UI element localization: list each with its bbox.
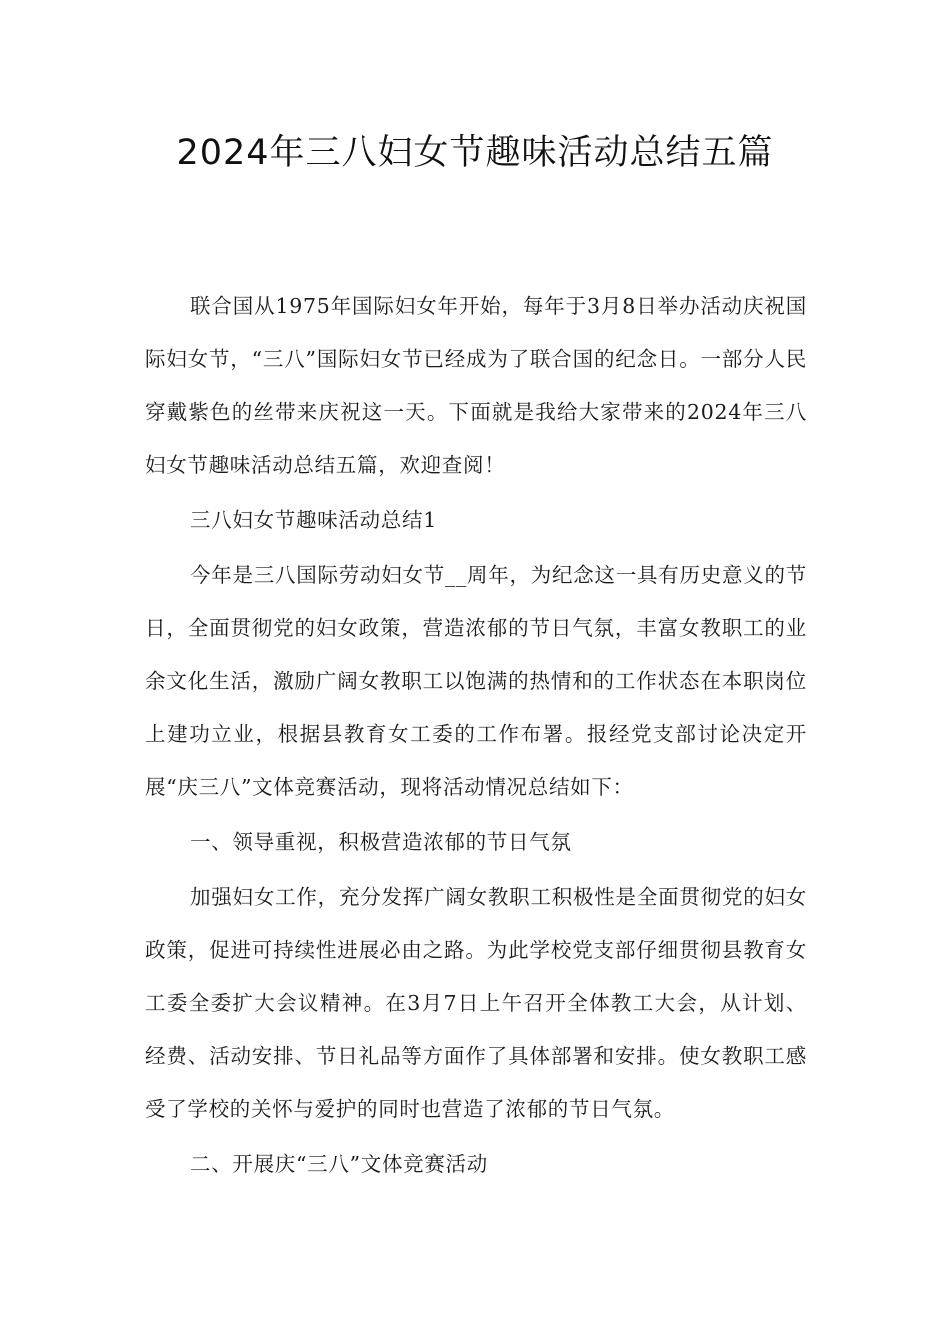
subheading-competition: 二、开展庆“三八”文体竞赛活动 [190, 1152, 488, 1176]
leadership-paragraph: 加强妇女工作，充分发挥广阔女教职工积极性是全面贯彻党的妇女政策，促进可持续性进展必由之路。为此学校党支部仔细贯彻县教育女工委全委扩大会议精神。在3月7日上午召开全体教工大会，从计划、经费、活动安排、节日礼品等方面作了具体部署和安排。使女教职工感受了学校的关怀与爱护的同时也营造了浓郁的节日气氛。 [145, 885, 807, 1121]
summary-1-paragraph: 今年是三八国际劳动妇女节__周年，为纪念这一具有历史意义的节日，全面贯彻党的妇女政策，营造浓郁的节日气氛，丰富女教职工的业余文化生活，激励广阔女教职工以饱满的热情和的工作状态在本职岗位上建功立业，根据县教育女工委的工作布署。报经党支部讨论决定开展“庆三八”文体竞赛活动，现将活动情况总结如下： [145, 563, 807, 799]
subheading-leadership: 一、领导重视，积极营造浓郁的节日气氛 [190, 830, 572, 854]
intro-paragraph: 联合国从1975年国际妇女年开始，每年于3月8日举办活动庆祝国际妇女节，“三八”国际妇女节已经成为了联合国的纪念日。一部分人民穿戴紫色的丝带来庆祝这一天。下面就是我给大家带来的2024年三八妇女节趣味活动总结五篇，欢迎查阅！ [145, 294, 807, 477]
document-body [145, 280, 807, 1193]
document-title: 2024年三八妇女节趣味活动总结五篇 [176, 133, 774, 173]
section-heading-summary-1: 三八妇女节趣味活动总结1 [190, 508, 437, 532]
